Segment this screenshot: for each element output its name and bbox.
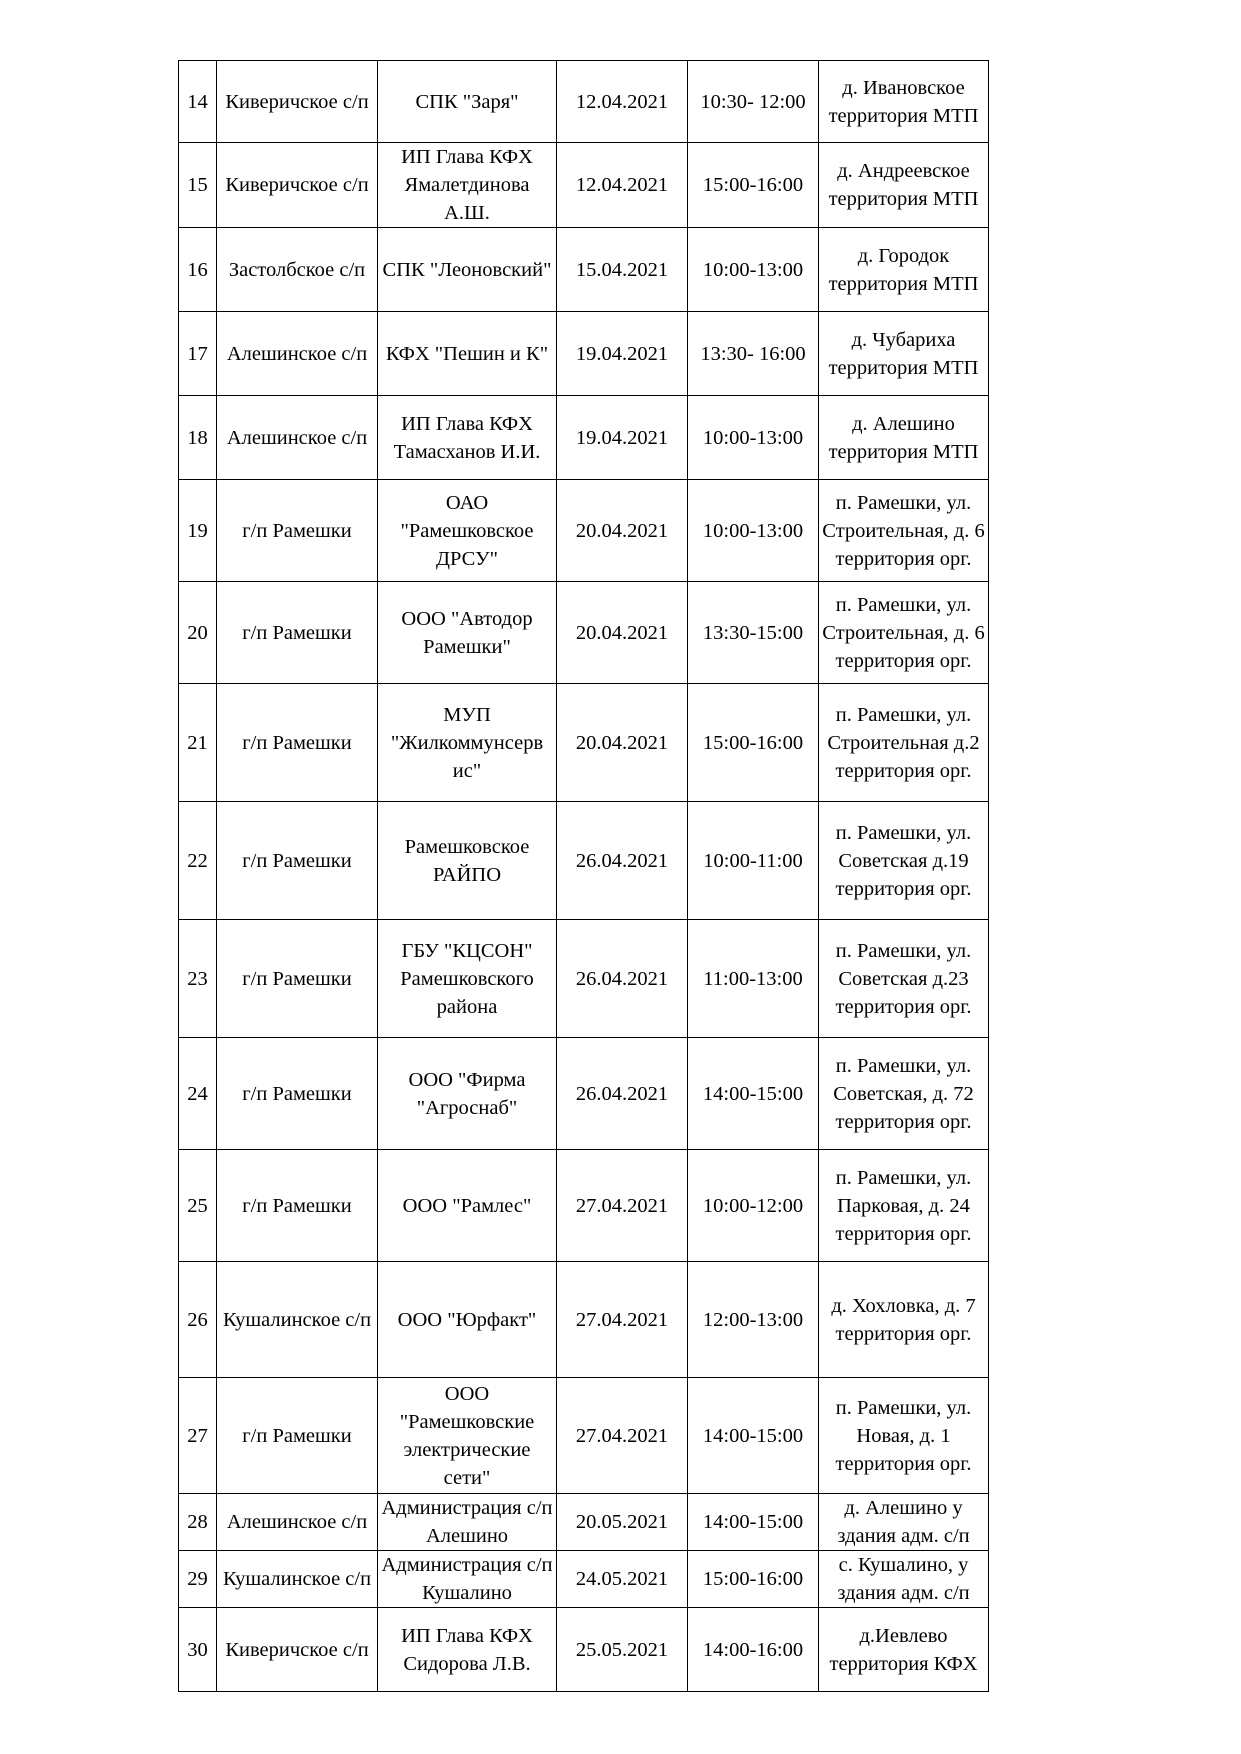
place-cell: д. Алешино территория МТП <box>819 396 989 480</box>
date-cell: 19.04.2021 <box>557 312 688 396</box>
row-number: 20 <box>179 582 217 684</box>
table-row <box>179 1551 989 1608</box>
settlement-cell: Алешинское с/п <box>217 1494 378 1551</box>
place-cell: п. Рамешки, ул. Советская, д. 72 территория орг. <box>819 1038 989 1150</box>
row-number: 14 <box>179 61 217 143</box>
time-cell: 15:00-16:00 <box>688 684 819 802</box>
place-cell <box>819 480 989 582</box>
row-number: 18 <box>179 396 217 480</box>
organization-cell: ООО "Фирма "Агроснаб" <box>378 1038 557 1150</box>
row-number: 28 <box>179 1494 217 1551</box>
date-cell: 27.04.2021 <box>557 1378 688 1494</box>
settlement-cell: г/п Рамешки <box>217 480 378 582</box>
place-cell: д. Чубариха территория МТП <box>819 312 989 396</box>
place-cell: д. Андреевское территория МТП <box>819 143 989 228</box>
place-cell: д. Ивановское территория МТП <box>819 61 989 143</box>
table-row <box>179 480 989 582</box>
time-cell: 10:00-12:00 <box>688 1150 819 1262</box>
schedule-table-body <box>179 61 989 1692</box>
settlement-cell: г/п Рамешки <box>217 582 378 684</box>
organization-cell: ГБУ "КЦСОН" Рамешковского района <box>378 920 557 1038</box>
date-cell: 26.04.2021 <box>557 920 688 1038</box>
date-cell: 15.04.2021 <box>557 228 688 312</box>
date-cell: 26.04.2021 <box>557 1038 688 1150</box>
place-cell: п. Рамешки, ул. Строительная д.2 территория орг. <box>819 684 989 802</box>
table-row <box>179 684 989 802</box>
table-row <box>179 582 989 684</box>
row-number: 26 <box>179 1262 217 1378</box>
row-number: 15 <box>179 143 217 228</box>
row-number: 29 <box>179 1551 217 1608</box>
table-row <box>179 61 989 143</box>
settlement-cell: Киверичское с/п <box>217 143 378 228</box>
settlement-cell: Застолбское с/п <box>217 228 378 312</box>
table-row <box>179 1494 989 1551</box>
row-number: 30 <box>179 1608 217 1692</box>
settlement-cell: г/п Рамешки <box>217 1038 378 1150</box>
time-cell: 10:30- 12:00 <box>688 61 819 143</box>
date-cell: 26.04.2021 <box>557 802 688 920</box>
schedule-table <box>178 60 989 1692</box>
settlement-cell: Киверичское с/п <box>217 1608 378 1692</box>
settlement-cell: г/п Рамешки <box>217 802 378 920</box>
date-cell: 19.04.2021 <box>557 396 688 480</box>
time-cell: 10:00-13:00 <box>688 396 819 480</box>
place-cell: д. Алешино у здания адм. с/п <box>819 1494 989 1551</box>
row-number: 21 <box>179 684 217 802</box>
organization-cell: ИП Глава КФХ Сидорова Л.В. <box>378 1608 557 1692</box>
place-cell: д. Городок территория МТП <box>819 228 989 312</box>
organization-cell: КФХ "Пешин и К" <box>378 312 557 396</box>
organization-cell: ООО "Автодор Рамешки" <box>378 582 557 684</box>
date-cell: 20.04.2021 <box>557 582 688 684</box>
row-number: 23 <box>179 920 217 1038</box>
place-cell: с. Кушалино, у здания адм. с/п <box>819 1551 989 1608</box>
row-number: 16 <box>179 228 217 312</box>
table-row <box>179 228 989 312</box>
place-cell: п. Рамешки, ул. Советская д.19 территория орг. <box>819 802 989 920</box>
time-cell: 14:00-15:00 <box>688 1494 819 1551</box>
time-cell: 10:00-11:00 <box>688 802 819 920</box>
settlement-cell: г/п Рамешки <box>217 920 378 1038</box>
table-row <box>179 1150 989 1262</box>
table-row <box>179 1608 989 1692</box>
table-row <box>179 802 989 920</box>
date-cell: 27.04.2021 <box>557 1150 688 1262</box>
date-cell: 12.04.2021 <box>557 61 688 143</box>
settlement-cell: Алешинское с/п <box>217 396 378 480</box>
table-row <box>179 143 989 228</box>
date-cell: 20.04.2021 <box>557 684 688 802</box>
organization-cell: Рамешковское РАЙПО <box>378 802 557 920</box>
place-cell: п. Рамешки, ул. Парковая, д. 24 территория орг. <box>819 1150 989 1262</box>
table-row <box>179 1038 989 1150</box>
row-number: 17 <box>179 312 217 396</box>
organization-cell: МУП "Жилкоммунсерв ис" <box>378 684 557 802</box>
date-cell: 24.05.2021 <box>557 1551 688 1608</box>
table-row <box>179 396 989 480</box>
time-cell: 13:30-15:00 <box>688 582 819 684</box>
place-cell: п. Рамешки, ул. Советская д.23 территория орг. <box>819 920 989 1038</box>
place-cell: п. Рамешки, ул. Новая, д. 1 территория орг. <box>819 1378 989 1494</box>
time-cell: 10:00-13:00 <box>688 228 819 312</box>
time-cell: 12:00-13:00 <box>688 1262 819 1378</box>
place-cell <box>819 582 989 684</box>
place-text: п. Рамешки, ул. Строительная, д. 6 территория орг. <box>822 491 985 570</box>
organization-cell: ООО "Рамлес" <box>378 1150 557 1262</box>
organization-cell: СПК "Заря" <box>378 61 557 143</box>
organization-cell: ИП Глава КФХ Ямалетдинова А.Ш. <box>378 143 557 228</box>
table-row <box>179 920 989 1038</box>
row-number: 25 <box>179 1150 217 1262</box>
date-cell: 25.05.2021 <box>557 1608 688 1692</box>
time-cell: 15:00-16:00 <box>688 143 819 228</box>
table-row <box>179 1262 989 1378</box>
organization-cell: Администрация с/п Кушалино <box>378 1551 557 1608</box>
settlement-cell: Кушалинское с/п <box>217 1551 378 1608</box>
date-cell: 12.04.2021 <box>557 143 688 228</box>
row-number: 27 <box>179 1378 217 1494</box>
table-row <box>179 312 989 396</box>
organization-cell: СПК "Леоновский" <box>378 228 557 312</box>
time-cell: 11:00-13:00 <box>688 920 819 1038</box>
row-number: 22 <box>179 802 217 920</box>
place-cell: д.Иевлево территория КФХ <box>819 1608 989 1692</box>
place-cell: д. Хохловка, д. 7 территория орг. <box>819 1262 989 1378</box>
organization-cell: ООО "Рамешковские электрические сети" <box>378 1378 557 1494</box>
settlement-cell: г/п Рамешки <box>217 1150 378 1262</box>
time-cell: 14:00-15:00 <box>688 1038 819 1150</box>
settlement-cell: Киверичское с/п <box>217 61 378 143</box>
organization-cell: ООО "Юрфакт" <box>378 1262 557 1378</box>
settlement-cell: г/п Рамешки <box>217 1378 378 1494</box>
time-cell: 10:00-13:00 <box>688 480 819 582</box>
time-cell: 14:00-15:00 <box>688 1378 819 1494</box>
organization-cell: Администрация с/п Алешино <box>378 1494 557 1551</box>
date-cell: 20.05.2021 <box>557 1494 688 1551</box>
row-number: 24 <box>179 1038 217 1150</box>
time-cell: 15:00-16:00 <box>688 1551 819 1608</box>
settlement-cell: г/п Рамешки <box>217 684 378 802</box>
row-number: 19 <box>179 480 217 582</box>
table-row <box>179 1378 989 1494</box>
settlement-cell: Алешинское с/п <box>217 312 378 396</box>
place-text: п. Рамешки, ул. Строительная, д. 6 территория орг. <box>822 593 985 672</box>
organization-cell: ОАО "Рамешковское ДРСУ" <box>378 480 557 582</box>
date-cell: 27.04.2021 <box>557 1262 688 1378</box>
date-cell: 20.04.2021 <box>557 480 688 582</box>
time-cell: 14:00-16:00 <box>688 1608 819 1692</box>
settlement-cell: Кушалинское с/п <box>217 1262 378 1378</box>
organization-cell: ИП Глава КФХ Тамасханов И.И. <box>378 396 557 480</box>
time-cell: 13:30- 16:00 <box>688 312 819 396</box>
